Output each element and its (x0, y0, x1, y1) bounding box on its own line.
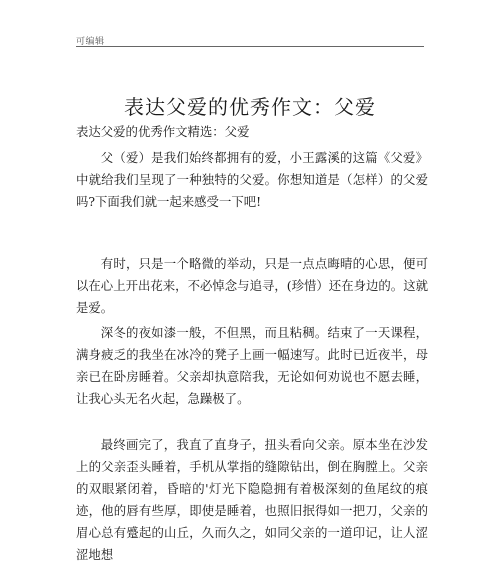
paragraph-love-definition: 有时，只是一个略微的举动，只是一点点晦晴的心思，便可以在心上开出花来，不必悼念与追寻，(珍惜）还在身边的。这就是爱。 (76, 256, 428, 315)
paragraph-father-asleep: 最终画完了，我直了直身子，扭头看向父亲。原本坐在沙发上的父亲歪头睡着，手机从掌指的缝隙钻出，倒在胸膛上。父亲的双眼紧闭着，昏暗的'灯光下隐隐拥有着极深刻的鱼尾纹的痕迹，他的唇有些厚，即使是睡着，也照旧抿得如一把刀，父亲的眉心总有蹙起的山丘，久而久之，如同父亲的一道印记，让人涩涩地想 (76, 437, 428, 562)
paragraph-intro: 父（爱）是我们始终都拥有的爱，小王露溪的这篇《父爱》中就给我们呈现了一种独特的父爱。你想知道是（怎样）的父爱吗?下面我们就一起来感受一下吧! (76, 150, 428, 209)
header-label: 可编辑 (76, 37, 105, 47)
document-lead: 表达父爱的优秀作文精选：父爱 (76, 124, 250, 139)
header-divider (76, 46, 424, 47)
paragraph-winter-night: 深冬的夜如漆一般，不但黑，而且粘稠。结束了一天课程，满身疲乏的我坐在冰冷的凳子上画一幅速写。此时已近夜半，母亲已在卧房睡着。父亲却执意陪我，无论如何劝说也不愿去睡，让我心头无名火起，急躁极了。 (76, 325, 428, 406)
document-title: 表达父爱的优秀作文：父爱 (124, 95, 376, 120)
